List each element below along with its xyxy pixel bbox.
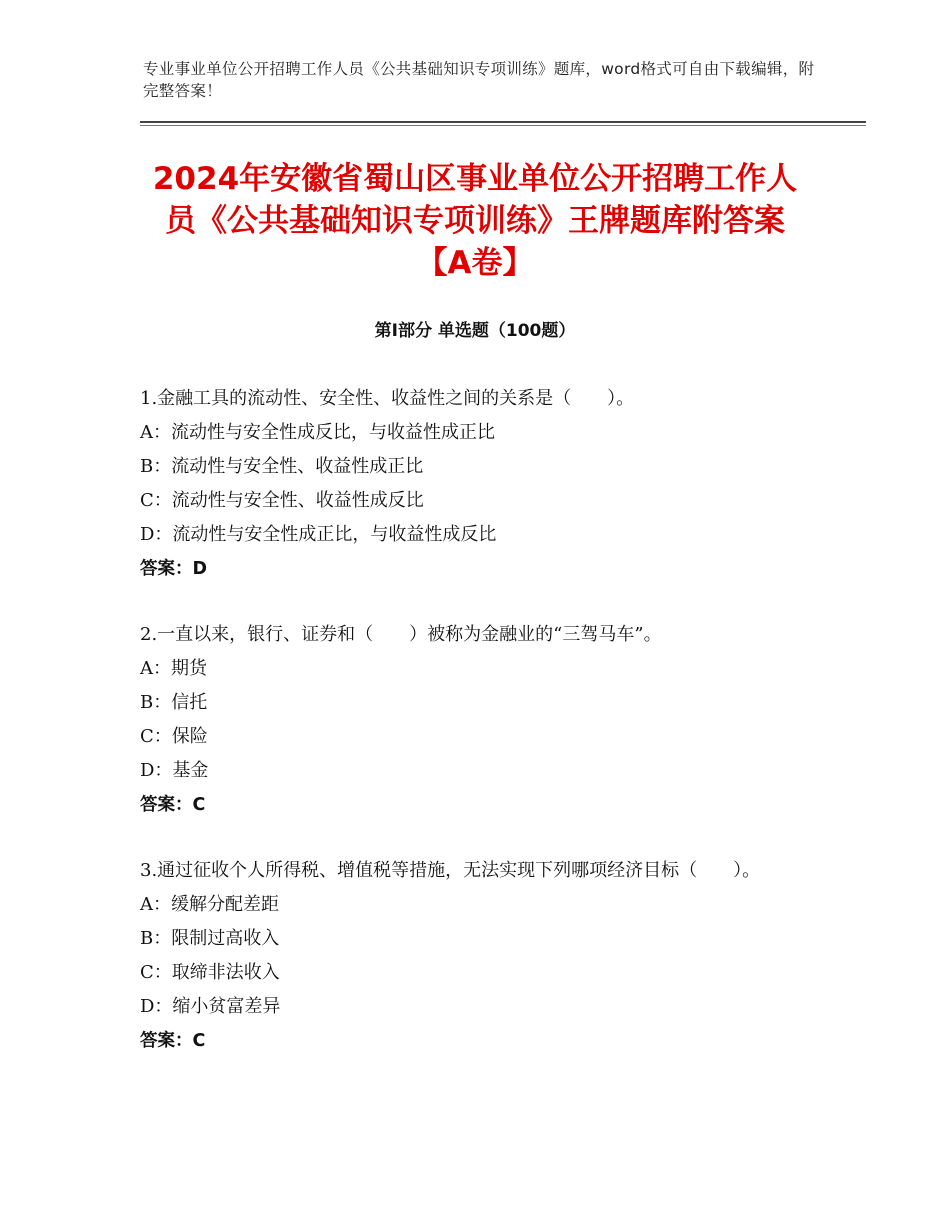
option-a: A：流动性与安全性成反比，与收益性成正比 xyxy=(140,422,495,443)
answer: 答案：C xyxy=(140,795,206,815)
question-stem: 1.金融工具的流动性、安全性、收益性之间的关系是（ ）。 xyxy=(140,388,635,409)
option-c: C：流动性与安全性、收益性成反比 xyxy=(140,490,424,511)
option-d: D：基金 xyxy=(140,760,209,781)
question-3 xyxy=(140,854,820,1058)
header-rule-thin xyxy=(140,125,866,126)
option-b: B：流动性与安全性、收益性成正比 xyxy=(140,456,424,477)
question-stem: 2.一直以来，银行、证券和（ ）被称为金融业的“三驾马车”。 xyxy=(140,624,662,645)
option-a: A：期货 xyxy=(140,658,207,679)
option-c: C：取缔非法收入 xyxy=(140,962,280,983)
question-1 xyxy=(140,382,820,586)
option-a: A：缓解分配差距 xyxy=(140,894,279,915)
option-b: B：限制过高收入 xyxy=(140,928,280,949)
document-title: 2024年安徽省蜀山区事业单位公开招聘工作人员《公共基础知识专项训练》王牌题库附答案【A卷】 xyxy=(152,161,798,281)
option-d: D：流动性与安全性成正比，与收益性成反比 xyxy=(140,524,497,545)
answer: 答案：C xyxy=(140,1031,206,1051)
option-c: C：保险 xyxy=(140,726,208,747)
header-note: 专业事业单位公开招聘工作人员《公共基础知识专项训练》题库，word格式可自由下载编辑，附完整答案！ xyxy=(143,60,815,100)
section-title: 第Ⅰ部分 单选题（100题） xyxy=(374,321,576,341)
answer: 答案：D xyxy=(140,559,208,579)
question-list xyxy=(140,382,820,1090)
question-stem: 3.通过征收个人所得税、增值税等措施，无法实现下列哪项经济目标（ ）。 xyxy=(140,860,761,881)
option-d: D：缩小贫富差异 xyxy=(140,996,281,1017)
header-rule-thick xyxy=(140,121,866,123)
question-2 xyxy=(140,618,820,822)
option-b: B：信托 xyxy=(140,692,208,713)
